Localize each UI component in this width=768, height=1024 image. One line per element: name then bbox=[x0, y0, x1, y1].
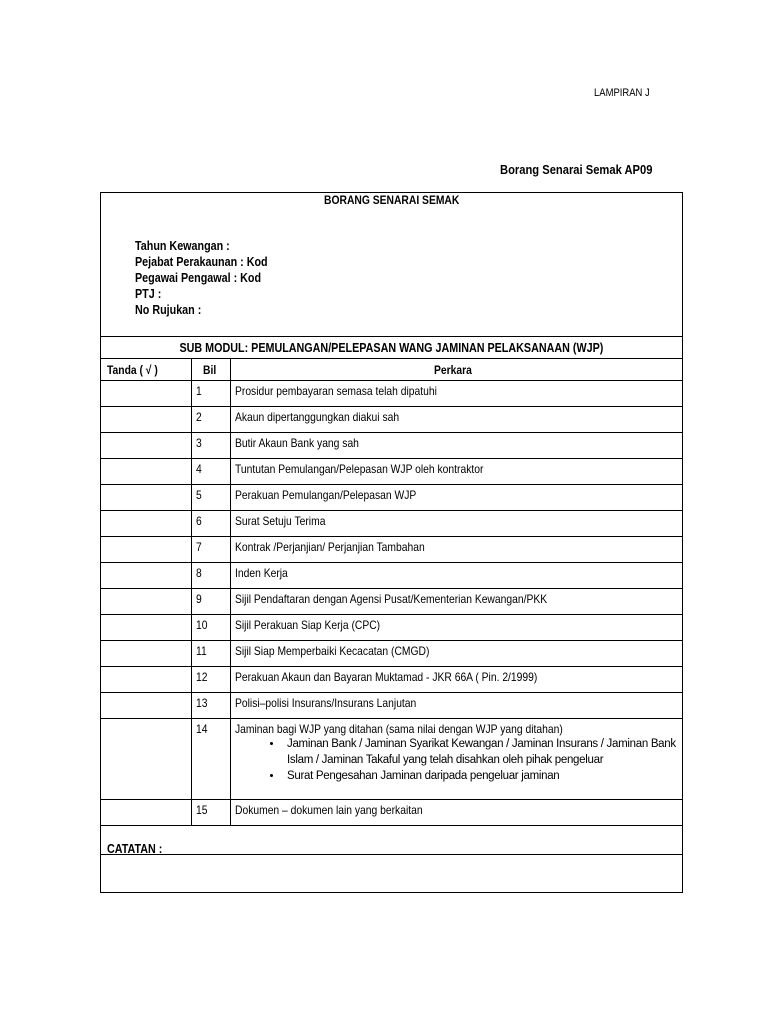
bil-cell: 15 bbox=[192, 800, 231, 826]
table-row bbox=[101, 485, 683, 511]
table-row bbox=[101, 459, 683, 485]
bil-cell: 3 bbox=[192, 433, 231, 459]
perkara-cell: Sijil Pendaftaran dengan Agensi Pusat/Kementerian Kewangan/PKK bbox=[231, 589, 683, 615]
perkara-cell: Perakuan Akaun dan Bayaran Muktamad - JKR 66A ( Pin. 2/1999) bbox=[231, 667, 683, 693]
bil-cell: 11 bbox=[192, 641, 231, 667]
catatan-cell[interactable] bbox=[101, 826, 683, 893]
bil-cell: 9 bbox=[192, 589, 231, 615]
bil-cell: 1 bbox=[192, 381, 231, 407]
field-tahun-kewangan: Tahun Kewangan : bbox=[135, 239, 230, 253]
bil-cell: 8 bbox=[192, 563, 231, 589]
sub-module-title: SUB MODUL: PEMULANGAN/PELEPASAN WANG JAMINAN PELAKSANAAN (WJP) bbox=[101, 337, 683, 359]
bil-cell: 4 bbox=[192, 459, 231, 485]
bil-cell: 12 bbox=[192, 667, 231, 693]
table-row bbox=[101, 641, 683, 667]
bil-cell: 5 bbox=[192, 485, 231, 511]
checklist-form bbox=[100, 192, 683, 855]
tanda-checkbox-cell[interactable] bbox=[101, 615, 192, 641]
perkara-cell: Dokumen – dokumen lain yang berkaitan bbox=[231, 800, 683, 826]
perkara-cell: Kontrak /Perjanjian/ Perjanjian Tambahan bbox=[231, 537, 683, 563]
form-title: BORANG SENARAI SEMAK bbox=[323, 193, 460, 207]
tanda-checkbox-cell[interactable] bbox=[101, 407, 192, 433]
table-row bbox=[101, 511, 683, 537]
tanda-checkbox-cell[interactable] bbox=[101, 800, 192, 826]
table-row bbox=[101, 433, 683, 459]
bil-cell: 14 bbox=[192, 719, 231, 800]
table-row bbox=[101, 381, 683, 407]
tanda-checkbox-cell[interactable] bbox=[101, 693, 192, 719]
table-row bbox=[101, 407, 683, 433]
bil-cell: 10 bbox=[192, 615, 231, 641]
tanda-checkbox-cell[interactable] bbox=[101, 667, 192, 693]
tanda-checkbox-cell[interactable] bbox=[101, 537, 192, 563]
tanda-checkbox-cell[interactable] bbox=[101, 719, 192, 800]
perkara-cell: Perakuan Pemulangan/Pelepasan WJP bbox=[231, 485, 683, 511]
table-row bbox=[101, 667, 683, 693]
field-no-rujukan: No Rujukan : bbox=[135, 303, 202, 317]
bullet-item: • Surat Pengesahan Jaminan daripada pengeluar jaminan bbox=[283, 768, 682, 784]
tanda-checkbox-cell[interactable] bbox=[101, 589, 192, 615]
tanda-checkbox-cell[interactable] bbox=[101, 433, 192, 459]
tanda-checkbox-cell[interactable] bbox=[101, 381, 192, 407]
bil-cell: 6 bbox=[192, 511, 231, 537]
field-pejabat-perakaunan: Pejabat Perakaunan : Kod bbox=[135, 255, 268, 269]
checklist-table bbox=[100, 336, 683, 893]
table-row bbox=[101, 800, 683, 826]
field-ptj: PTJ : bbox=[135, 287, 162, 301]
header-row bbox=[101, 359, 683, 381]
table-row bbox=[101, 693, 683, 719]
field-pegawai-pengawal: Pegawai Pengawal : Kod bbox=[135, 271, 262, 285]
tanda-checkbox-cell[interactable] bbox=[101, 459, 192, 485]
perkara-cell: Tuntutan Pemulangan/Pelepasan WJP oleh kontraktor bbox=[231, 459, 683, 485]
bil-cell: 7 bbox=[192, 537, 231, 563]
column-header-tanda: Tanda ( √ ) bbox=[101, 359, 192, 381]
bil-cell: 2 bbox=[192, 407, 231, 433]
perkara-cell: Polisi–polisi Insurans/Insurans Lanjutan bbox=[231, 693, 683, 719]
table-row bbox=[101, 563, 683, 589]
table-row bbox=[101, 719, 683, 800]
tanda-checkbox-cell[interactable] bbox=[101, 511, 192, 537]
tanda-checkbox-cell[interactable] bbox=[101, 485, 192, 511]
lampiran-label: LAMPIRAN J bbox=[594, 87, 650, 99]
perkara-cell: Jaminan bagi WJP yang ditahan (sama nilai dengan WJP yang ditahan) • Jaminan Bank / Jaminan Syarikat Kewangan / Jaminan Insurans / Jaminan Bank Islam / Jaminan Takaful yang telah disahkan oleh pihak pengeluar • Surat Pengesahan Jaminan daripada pengeluar jaminan bbox=[231, 719, 683, 800]
perkara-cell: Inden Kerja bbox=[231, 563, 683, 589]
sub-item-list bbox=[235, 736, 682, 784]
bil-cell: 13 bbox=[192, 693, 231, 719]
perkara-cell: Butir Akaun Bank yang sah bbox=[231, 433, 683, 459]
column-header-bil: Bil bbox=[192, 359, 231, 381]
catatan-label: CATATAN : bbox=[107, 842, 163, 856]
tanda-checkbox-cell[interactable] bbox=[101, 563, 192, 589]
perkara-cell: Surat Setuju Terima bbox=[231, 511, 683, 537]
table-row bbox=[101, 537, 683, 563]
table-row bbox=[101, 615, 683, 641]
tanda-checkbox-cell[interactable] bbox=[101, 641, 192, 667]
column-header-perkara: Perkara bbox=[231, 359, 683, 381]
catatan-row bbox=[101, 826, 683, 893]
sub-module-row bbox=[101, 337, 683, 359]
perkara-cell: Prosidur pembayaran semasa telah dipatuhi bbox=[231, 381, 683, 407]
perkara-cell: Akaun dipertanggungkan diakui sah bbox=[231, 407, 683, 433]
table-row bbox=[101, 589, 683, 615]
bullet-item: • Jaminan Bank / Jaminan Syarikat Kewangan / Jaminan Insurans / Jaminan Bank Islam / Jaminan Takaful yang telah disahkan oleh pihak pengeluar bbox=[283, 736, 682, 768]
perkara-cell: Sijil Siap Memperbaiki Kecacatan (CMGD) bbox=[231, 641, 683, 667]
form-code: Borang Senarai Semak AP09 bbox=[500, 162, 653, 177]
perkara-cell: Sijil Perakuan Siap Kerja (CPC) bbox=[231, 615, 683, 641]
